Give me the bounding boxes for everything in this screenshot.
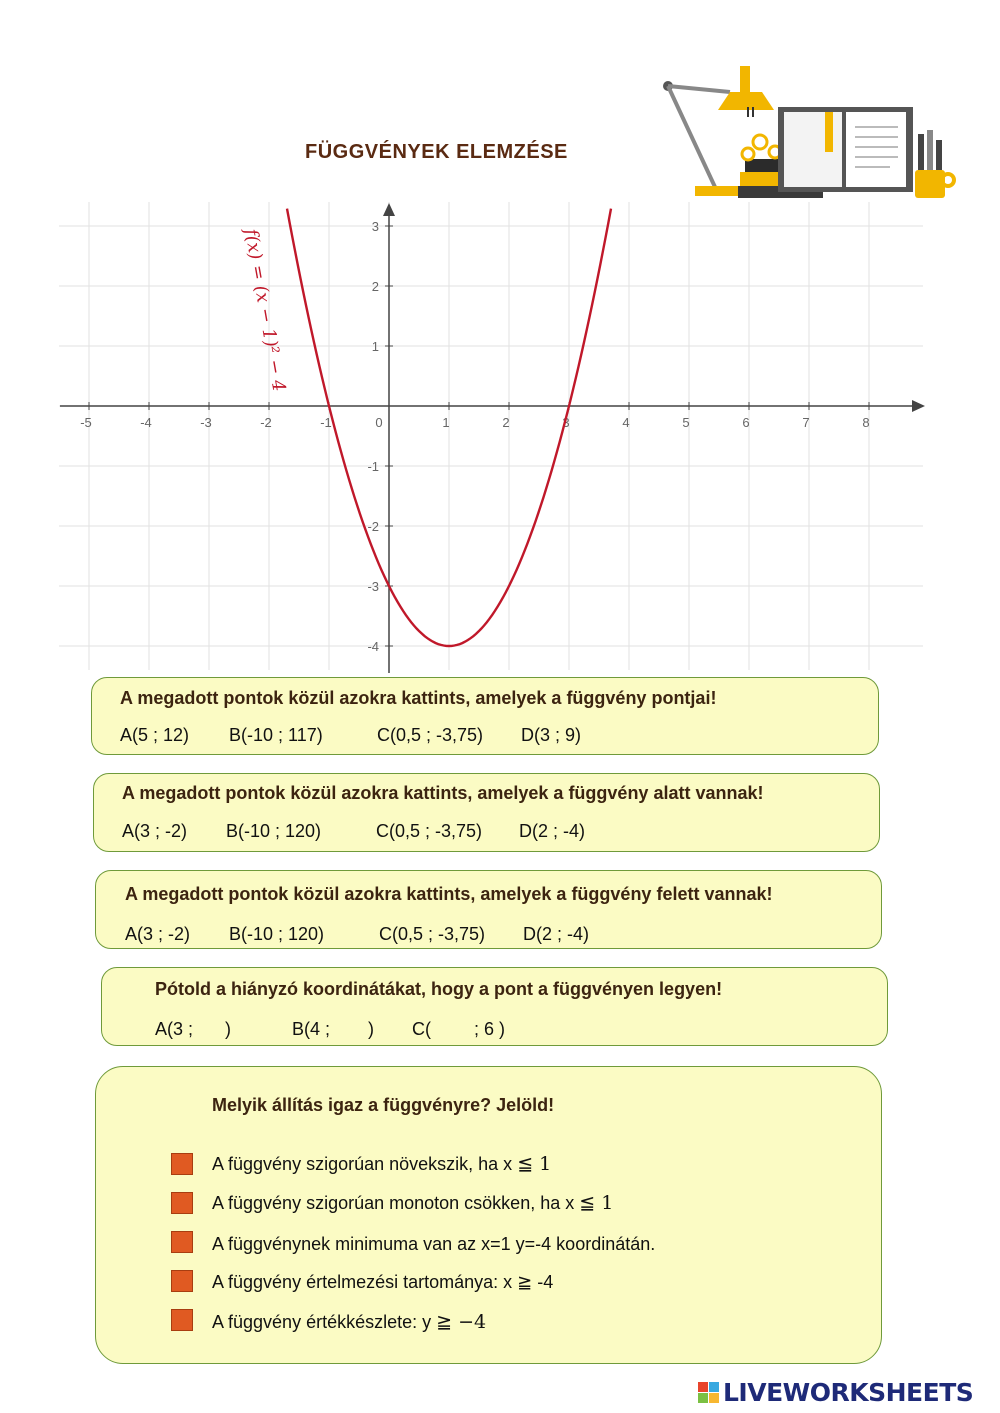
question-prompt: A megadott pontok közül azokra kattints, amelyek a függvény pontjai!: [120, 688, 717, 708]
statements-box: [95, 1066, 882, 1364]
x-tick-label: -3: [200, 415, 212, 430]
open-book-icon: [778, 107, 913, 192]
statement-4: [212, 1272, 553, 1293]
x-tick-label: 3: [562, 415, 570, 430]
x-tick-label: 2: [502, 415, 510, 430]
pencil-cup-icon: [915, 130, 954, 198]
statement-math: ≧ −4: [436, 1311, 487, 1333]
statement-text: A függvény értékkészlete: y: [212, 1312, 437, 1332]
statement-checkbox-1[interactable]: [171, 1153, 193, 1175]
statement-2: [212, 1192, 613, 1214]
statement-text: A függvény szigorúan növekszik, ha x: [212, 1154, 518, 1174]
question-box-1: [91, 677, 879, 755]
point-option-a[interactable]: A(3 ; -2): [122, 821, 188, 841]
statement-5: [212, 1311, 486, 1333]
x-tick-label: -1: [320, 415, 332, 430]
statement-1: [212, 1153, 551, 1175]
liveworksheets-logo: [698, 1378, 973, 1407]
x-tick-label: -2: [260, 415, 272, 430]
axes: [60, 203, 925, 673]
point-option-b[interactable]: B(-10 ; 120): [226, 821, 322, 841]
question-prompt: A megadott pontok közül azokra kattints, amelyek a függvény felett vannak!: [125, 884, 773, 904]
fill-in-prompt: Pótold a hiányzó koordinátákat, hogy a pont a függvényen legyen!: [155, 979, 723, 999]
point-option-d[interactable]: D(2 ; -4): [523, 924, 590, 944]
x-tick-label: 7: [802, 415, 810, 430]
y-tick-label: -3: [367, 579, 379, 594]
point-option-c[interactable]: C(0,5 ; -3,75): [377, 725, 484, 745]
point-option-c[interactable]: C(0,5 ; -3,75): [376, 821, 483, 841]
statement-checkbox-4[interactable]: [171, 1270, 193, 1292]
x-tick-label: 6: [742, 415, 750, 430]
point-option-a[interactable]: A(3 ; -2): [125, 924, 191, 944]
statement-checkbox-3[interactable]: [171, 1231, 193, 1253]
fill-in-box: [101, 967, 888, 1046]
statement-math: ≦ 1: [579, 1192, 614, 1214]
question-prompt: A megadott pontok közül azokra kattints, amelyek a függvény alatt vannak!: [122, 783, 764, 803]
y-tick-label: 3: [371, 219, 379, 234]
y-tick-label: 1: [371, 339, 379, 354]
page-title: FÜGGVÉNYEK ELEMZÉSE: [305, 141, 568, 163]
x-tick-label: 1: [442, 415, 450, 430]
y-tick-label: -2: [367, 519, 379, 534]
point-b-y-input[interactable]: [334, 1019, 370, 1043]
x-tick-label: -5: [80, 415, 92, 430]
point-b-prefix: B(4 ;: [292, 1019, 331, 1039]
statement-math: ≦ 1: [517, 1153, 552, 1175]
point-option-b[interactable]: B(-10 ; 120): [229, 924, 325, 944]
y-axis-arrow-icon: [383, 203, 395, 216]
statement-text: A függvény értelmezési tartománya: x: [212, 1272, 518, 1292]
study-desk-illustration: [660, 62, 960, 207]
y-tick-label: -1: [367, 459, 379, 474]
statement-text: A függvény szigorúan monoton csökken, ha x: [212, 1193, 580, 1213]
x-tick-label: 5: [682, 415, 690, 430]
point-a-suffix: ): [225, 1019, 231, 1039]
function-graph: [0, 195, 1000, 680]
point-option-c[interactable]: C(0,5 ; -3,75): [379, 924, 486, 944]
function-label: f(x) = (x − 1)² − 4: [240, 227, 290, 394]
statement-checkbox-5[interactable]: [171, 1309, 193, 1331]
point-b-suffix: ): [368, 1019, 374, 1039]
point-option-b[interactable]: B(-10 ; 117): [229, 725, 323, 745]
point-c-prefix: C(: [412, 1019, 431, 1039]
logo-text: LIVEWORKSHEETS: [723, 1378, 974, 1407]
x-tick-label: -4: [140, 415, 152, 430]
point-option-a[interactable]: A(5 ; 12): [120, 725, 190, 745]
statement-checkbox-2[interactable]: [171, 1192, 193, 1214]
question-box-2: [93, 773, 880, 852]
y-tick-label: -4: [367, 639, 379, 654]
statement-text: A függvénynek minimuma van az x=1 y=-4 koordinátán.: [212, 1234, 656, 1254]
point-c-x-input[interactable]: [432, 1019, 468, 1043]
grid: [59, 202, 923, 670]
statement-math: ≧ -4: [517, 1272, 554, 1292]
x-tick-label: 8: [862, 415, 870, 430]
logo-cubes-icon: [698, 1382, 719, 1403]
x-tick-label: 0: [375, 415, 383, 430]
y-tick-label: 2: [371, 279, 379, 294]
x-tick-label: 4: [622, 415, 630, 430]
statements-prompt: Melyik állítás igaz a függvényre? Jelöld!: [212, 1095, 555, 1115]
x-axis-arrow-icon: [912, 400, 925, 412]
question-box-3: [95, 870, 882, 949]
point-c-suffix: ; 6 ): [474, 1019, 506, 1039]
point-option-d[interactable]: D(2 ; -4): [519, 821, 586, 841]
statement-3: [212, 1233, 655, 1255]
point-a-prefix: A(3 ;: [155, 1019, 194, 1039]
point-option-d[interactable]: D(3 ; 9): [521, 725, 582, 745]
